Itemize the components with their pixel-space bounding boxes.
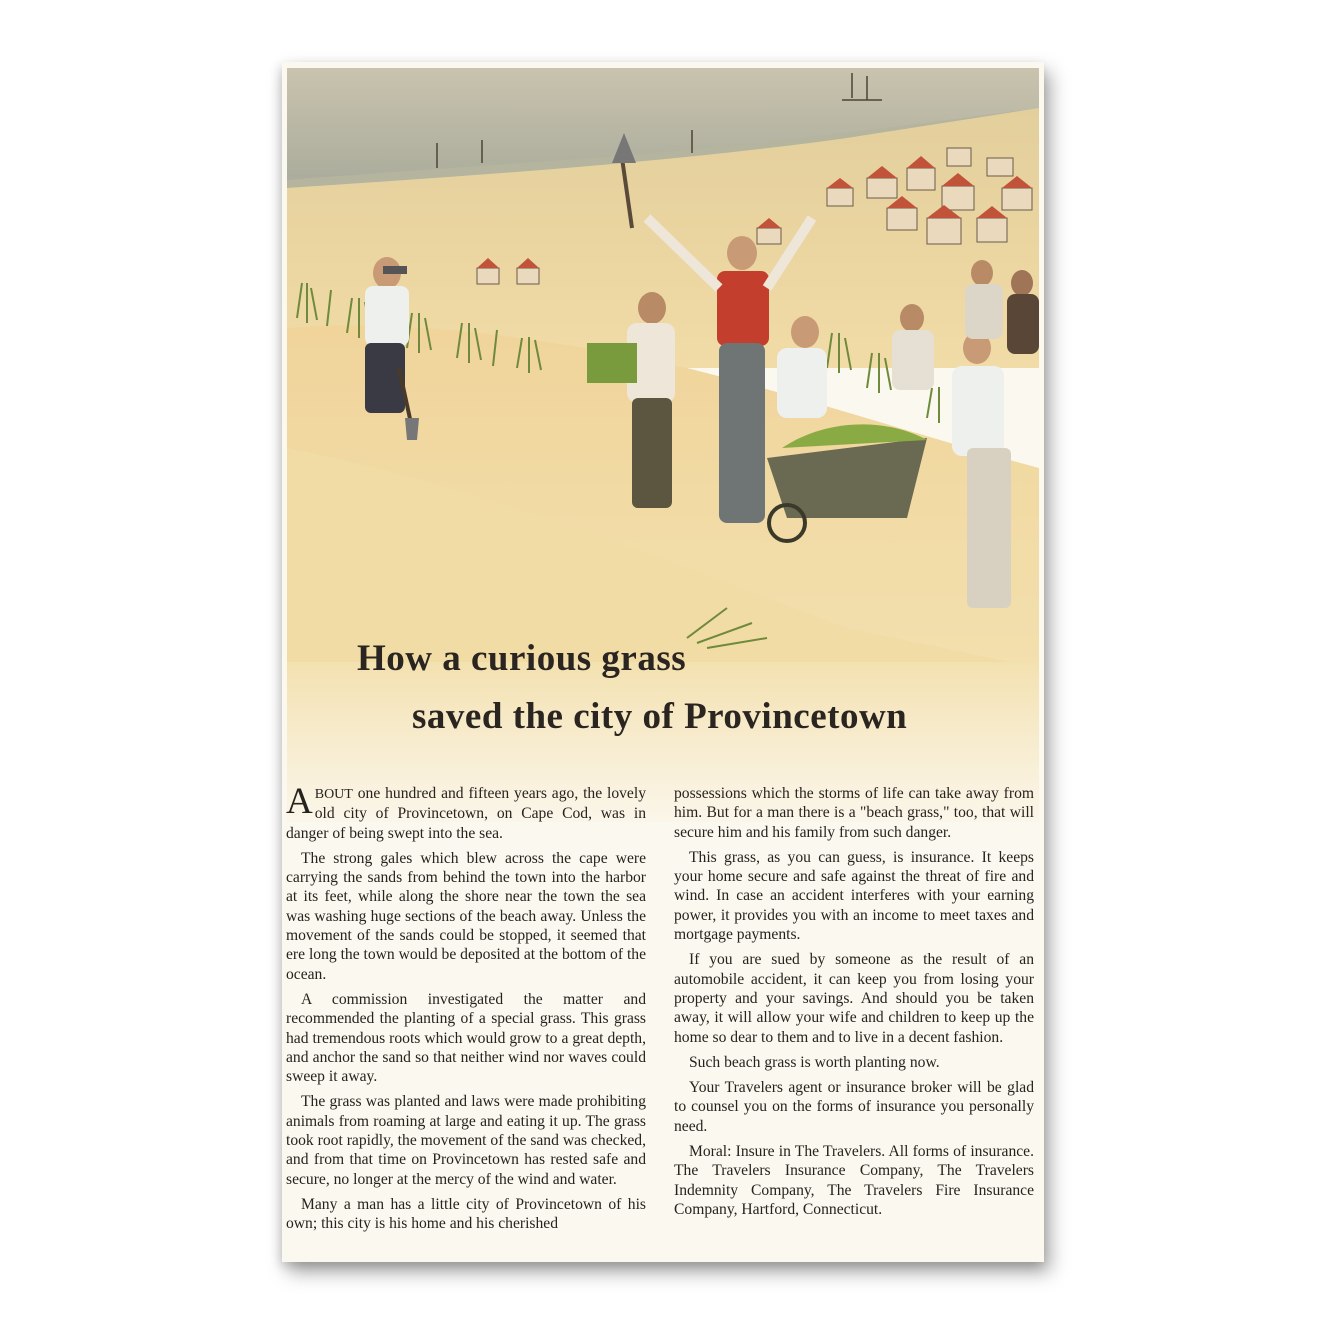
paragraph: Such beach grass is worth planting now. [689,1053,940,1071]
small-caps-lead: BOUT [314,787,353,802]
beach-grass-planting-illustration [287,68,1039,704]
paragraph: Many a man has a little city of Provincetown of his own; this city is his home and his cherished [286,1195,646,1233]
paragraph: Your Travelers agent or insurance broker will be glad to counsel you on the forms of insurance you personally need. [674,1079,1034,1135]
paragraph-text: one hundred and fifteen years ago, the lovely old city of Provincetown, on Cape Cod, was in danger of being swept into the sea. [286,785,646,842]
drop-cap: A [286,781,313,822]
paragraph: The strong gales which blew across the cape were carrying the sands from behind the town into the harbor at its feet, while along the shore near the town the sea was washing huge sections of the beach away. Unless the movement of the sands could be stopped, it seemed that ere long the town would be deposited at the bottom of the ocean. [286,849,646,983]
paragraph: possessions which the storms of life can take away from him. But for a man there is a "beach grass," too, that will secure him and his family from such danger. [674,785,1034,841]
body-column-right [674,784,1034,1225]
paragraph [286,781,646,843]
headline-line-1: How a curious grass [357,638,687,679]
paragraph: This grass, as you can guess, is insurance. It keeps your home secure and safe against the threat of fire and wind. In case an accident interferes with your earning power, it provides you with an income to meet taxes and mortgage payments. [674,848,1034,944]
paragraph: Moral: Insure in The Travelers. All forms of insurance. The Travelers Insurance Company, The Travelers Indemnity Company, The Travelers Fire Insurance Company, Hartford, Connecticut. [674,1143,1034,1218]
ad-page [282,62,1044,1262]
paragraph: A commission investigated the matter and recommended the planting of a special grass. This grass had tremendous roots which would grow to a great depth, and anchor the sand so that neither wind nor waves could sweep it away. [286,990,646,1086]
paragraph: If you are sued by someone as the result of an automobile accident, it can keep you from losing your property and your savings. And should you be taken away, it will allow your wife and children to keep up the home so dear to them and to live in a decent fashion. [674,951,1034,1046]
headline-line-2: saved the city of Provincetown [412,696,908,737]
body-column-left [286,781,646,1240]
paragraph: The grass was planted and laws were made prohibiting animals from roaming at large and eating it up. The grass took root rapidly, the movement of the sand was checked, and from that time on Provincetown has rested safe and secure, no longer at the mercy of the wind and water. [286,1093,646,1188]
